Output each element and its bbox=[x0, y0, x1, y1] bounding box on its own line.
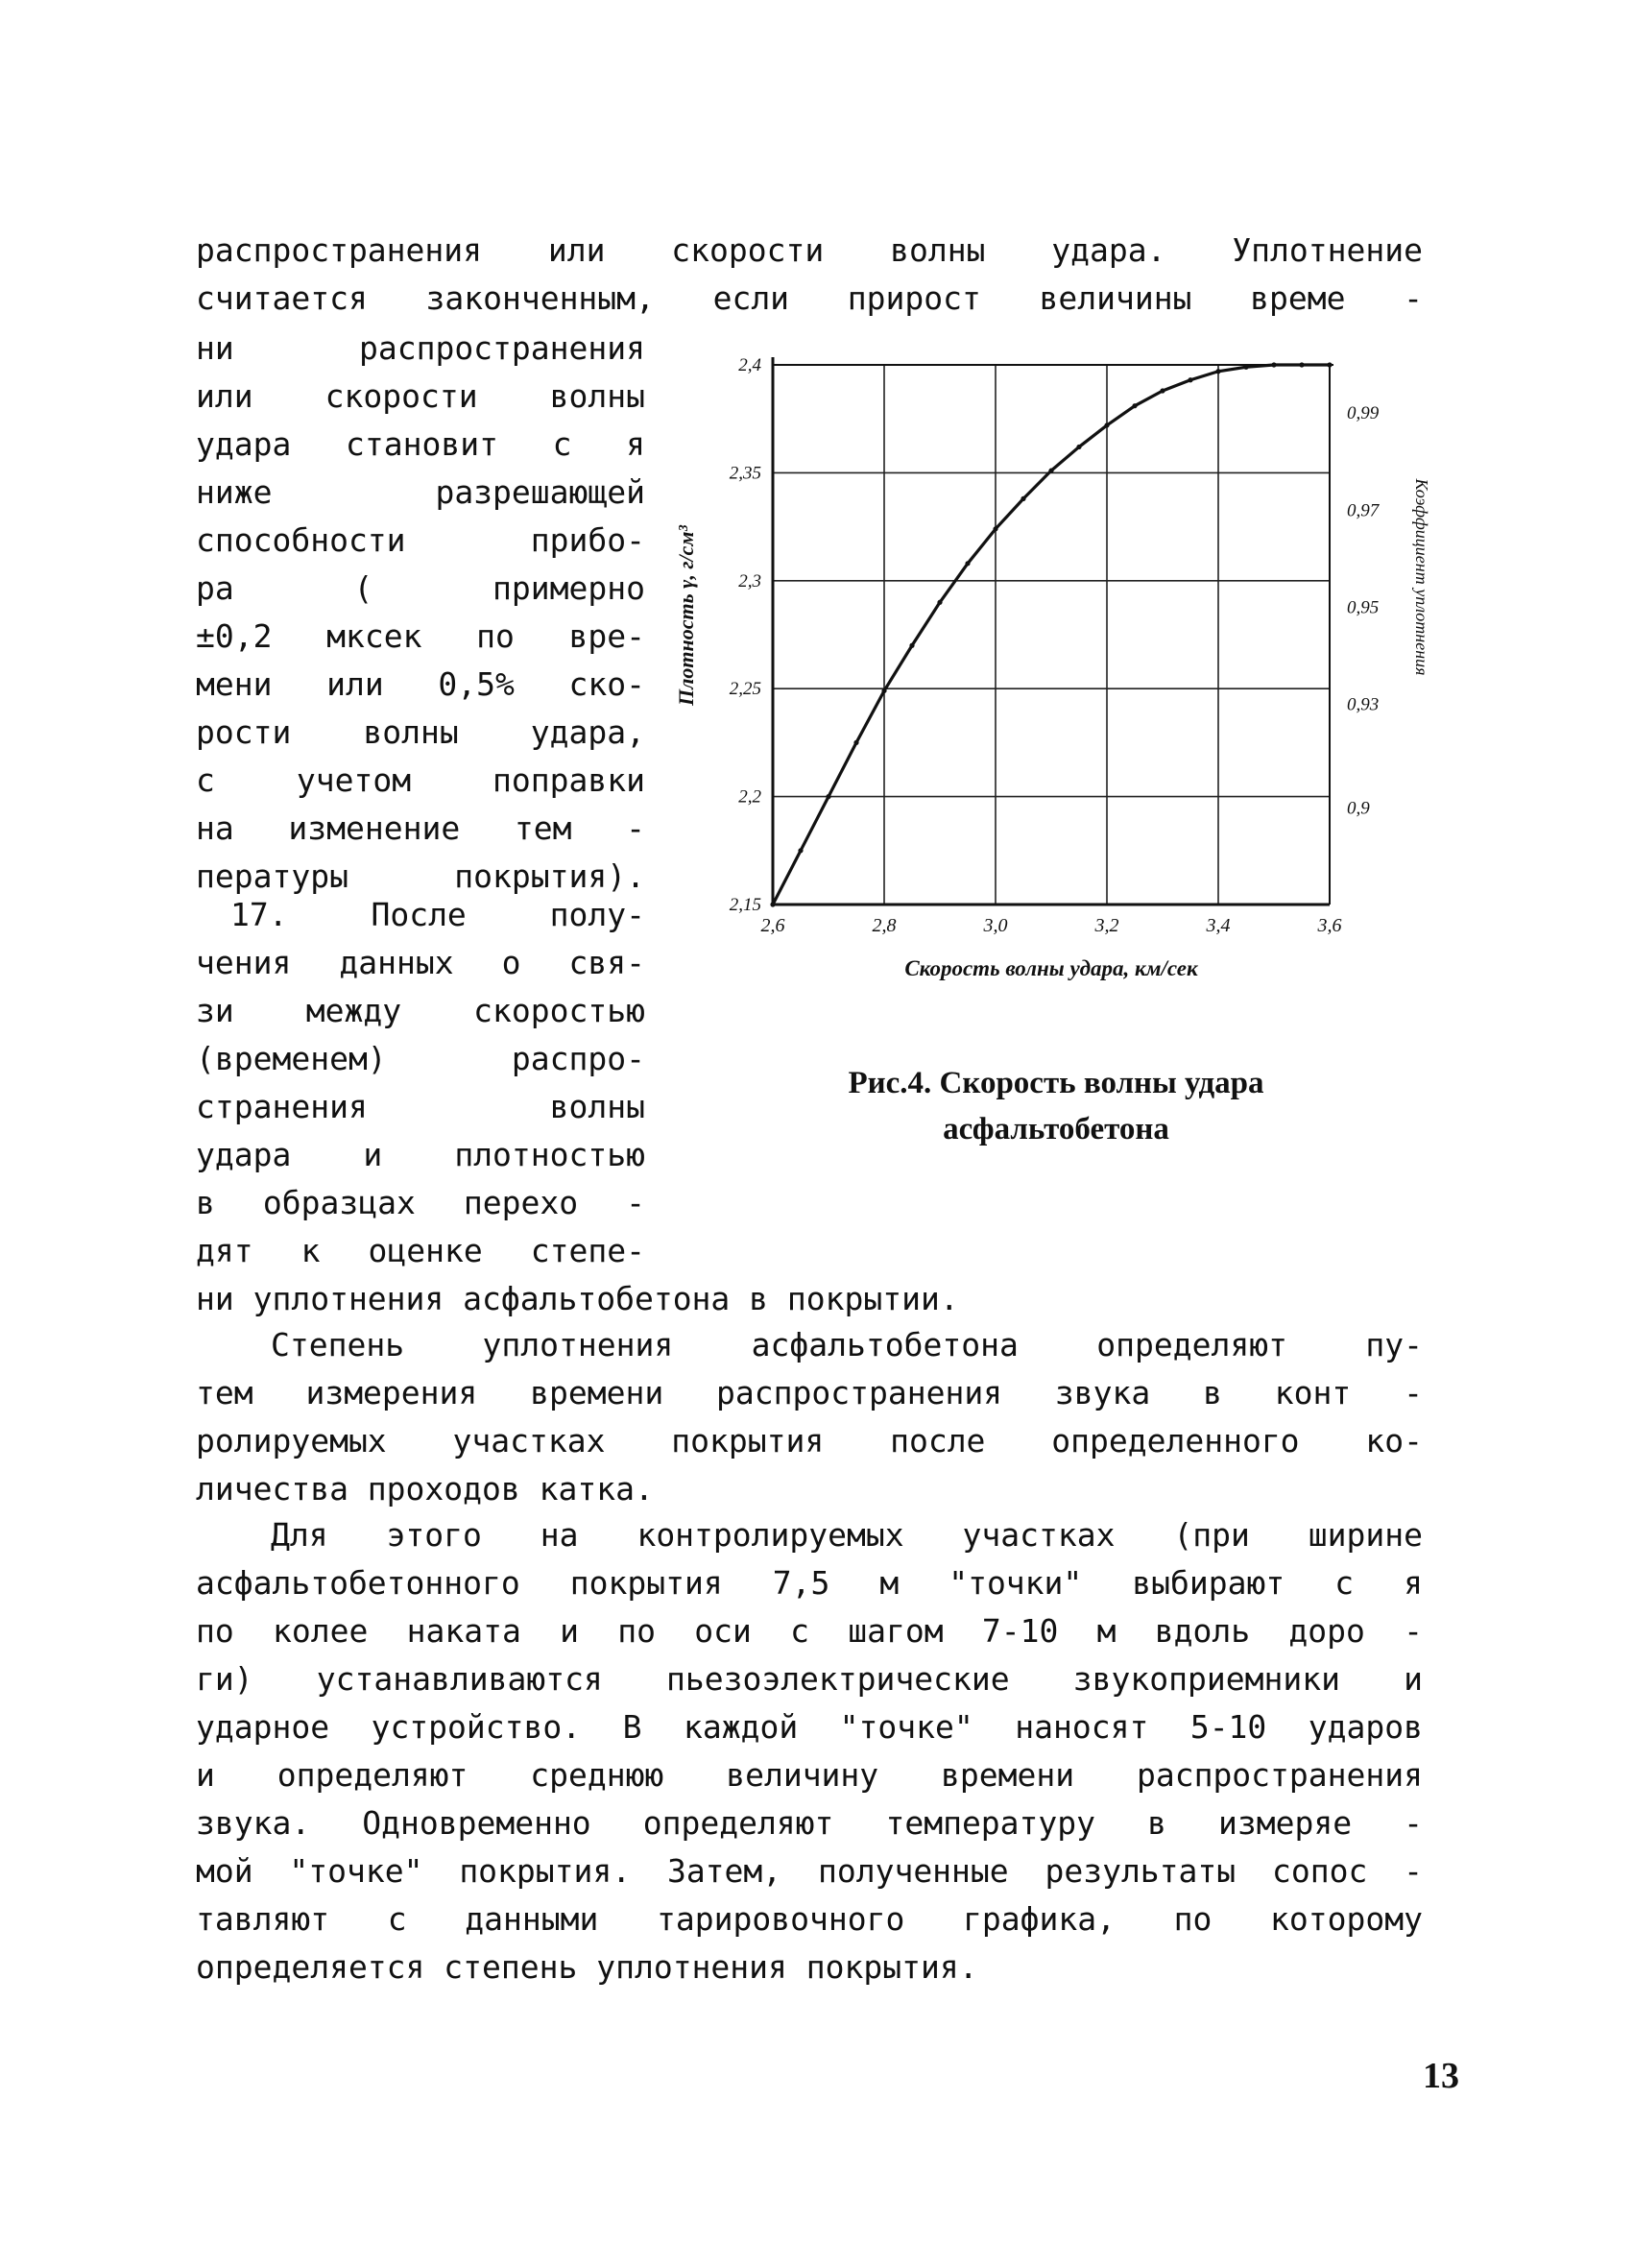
data-point bbox=[1132, 403, 1137, 408]
y-axis-title: Плотность γ, г/см³ bbox=[674, 525, 698, 706]
data-point bbox=[1076, 445, 1081, 449]
text-line: считается законченным, если прирост величины време - bbox=[196, 279, 1423, 317]
text-line: распространения или скорости волны удара. Уплотнение bbox=[196, 231, 1423, 269]
x-tick-label: 3,4 bbox=[1206, 915, 1231, 936]
y-tick-label: 2,15 bbox=[729, 895, 761, 915]
data-point bbox=[1188, 377, 1192, 382]
text-line: по колее наката и по оси с шагом 7-10 м вдоль доро - bbox=[196, 1612, 1423, 1650]
data-point bbox=[993, 526, 997, 531]
y2-tick-label: 0,97 bbox=[1347, 500, 1380, 521]
x-tick-label: 2,6 bbox=[760, 915, 785, 936]
y2-axis-title: Коэффициент уплотнения bbox=[1412, 478, 1431, 676]
text-line: ги) устанавливаются пьезоэлектрические звукоприемники и bbox=[196, 1660, 1423, 1698]
text-line: мой "точке" покрытия. Затем, полученные результаты сопос - bbox=[196, 1852, 1423, 1890]
data-point bbox=[1271, 362, 1276, 367]
data-point bbox=[826, 794, 830, 799]
chart-grid bbox=[773, 365, 1330, 905]
y-tick-label: 2,4 bbox=[738, 355, 761, 375]
text-line: дят к оценке степе- bbox=[196, 1232, 645, 1269]
text-line: странения волны bbox=[196, 1088, 645, 1125]
data-point bbox=[937, 600, 942, 605]
data-point bbox=[1215, 369, 1220, 374]
text-line: ролируемых участках покрытия после определенного ко- bbox=[196, 1422, 1423, 1460]
text-line: Для этого на контролируемых участках (при ширине bbox=[271, 1516, 1423, 1554]
text-line: с учетом поправки bbox=[196, 761, 645, 799]
data-point bbox=[1160, 388, 1165, 393]
text-line: на изменение тем - bbox=[196, 809, 645, 847]
chart-frame bbox=[773, 357, 1333, 905]
figure-caption-line-1: Рис.4. Скорость волны удара bbox=[848, 1066, 1264, 1100]
x-axis-title: Скорость волны удара, км/сек bbox=[904, 956, 1198, 980]
text-line: в образцах перехо - bbox=[196, 1184, 645, 1221]
y2-tick-label: 0,9 bbox=[1347, 798, 1370, 819]
data-point bbox=[798, 848, 803, 853]
x-tick-label: 2,8 bbox=[872, 915, 897, 936]
chart-series bbox=[770, 362, 1332, 906]
data-point bbox=[909, 643, 914, 648]
text-line: удара и плотностью bbox=[196, 1136, 645, 1173]
y2-tick-label: 0,95 bbox=[1347, 597, 1380, 618]
y2-tick-label: 0,93 bbox=[1347, 694, 1380, 715]
text-line: ра ( примерно bbox=[196, 569, 645, 607]
text-line: рости волны удара, bbox=[196, 713, 645, 751]
text-line: мени или 0,5% ско- bbox=[196, 665, 645, 703]
text-line: ниже разрешающей bbox=[196, 473, 645, 511]
data-point bbox=[881, 688, 886, 693]
text-line: удара становит с я bbox=[196, 425, 645, 463]
text-line: ±0,2 мксек по вре- bbox=[196, 617, 645, 655]
data-point bbox=[853, 740, 858, 745]
text-line: асфальтобетонного покрытия 7,5 м "точки" выбирают с я bbox=[196, 1564, 1423, 1602]
data-point bbox=[1021, 496, 1025, 501]
text-line: (временем) распро- bbox=[196, 1040, 645, 1077]
data-point bbox=[1327, 362, 1332, 367]
figure-caption-line-2: асфальтобетона bbox=[943, 1112, 1169, 1146]
y-tick-label: 2,3 bbox=[738, 570, 761, 591]
text-line: звука. Одновременно определяют температуру в измеряе - bbox=[196, 1804, 1423, 1842]
text-line: зи между скоростью bbox=[196, 992, 645, 1029]
x-tick-label: 3,6 bbox=[1317, 915, 1342, 936]
data-point bbox=[1299, 362, 1304, 367]
text-line: личества проходов катка. bbox=[196, 1470, 654, 1508]
text-line: и определяют среднюю величину времени распространения bbox=[196, 1756, 1423, 1794]
y-tick-label: 2,2 bbox=[738, 786, 761, 808]
density-vs-wave-speed-chart bbox=[653, 336, 1478, 1027]
series-line-density bbox=[773, 365, 1330, 905]
y-tick-label: 2,25 bbox=[729, 679, 761, 700]
x-tick-label: 3,0 bbox=[983, 915, 1008, 936]
y-tick-label: 2,35 bbox=[729, 463, 761, 484]
text-line: или скорости волны bbox=[196, 377, 645, 415]
data-point bbox=[1048, 469, 1053, 473]
page-number: 13 bbox=[1423, 2056, 1459, 2096]
data-point bbox=[770, 902, 775, 906]
data-point bbox=[1104, 422, 1109, 427]
text-line: 17. После полу- bbox=[230, 896, 645, 933]
text-line: тем измерения времени распространения звука в конт - bbox=[196, 1374, 1423, 1411]
text-line: чения данных о свя- bbox=[196, 944, 645, 981]
y2-tick-label: 0,99 bbox=[1347, 403, 1380, 424]
text-line: ни распространения bbox=[196, 329, 645, 367]
x-tick-label: 3,2 bbox=[1094, 915, 1119, 936]
text-line: пературы покрытия). bbox=[196, 857, 645, 895]
text-line: определяется степень уплотнения покрытия. bbox=[196, 1948, 978, 1986]
data-point bbox=[965, 561, 970, 566]
text-line: Степень уплотнения асфальтобетона определяют пу- bbox=[271, 1326, 1423, 1363]
data-point bbox=[1243, 365, 1248, 370]
text-line: ударное устройство. В каждой "точке" наносят 5-10 ударов bbox=[196, 1708, 1423, 1746]
text-line: ни уплотнения асфальтобетона в покрытии. bbox=[196, 1280, 959, 1317]
text-line: способности прибо- bbox=[196, 521, 645, 559]
chart-labels bbox=[674, 355, 1431, 980]
text-line: тавляют с данными тарировочного графика, по которому bbox=[196, 1900, 1423, 1938]
